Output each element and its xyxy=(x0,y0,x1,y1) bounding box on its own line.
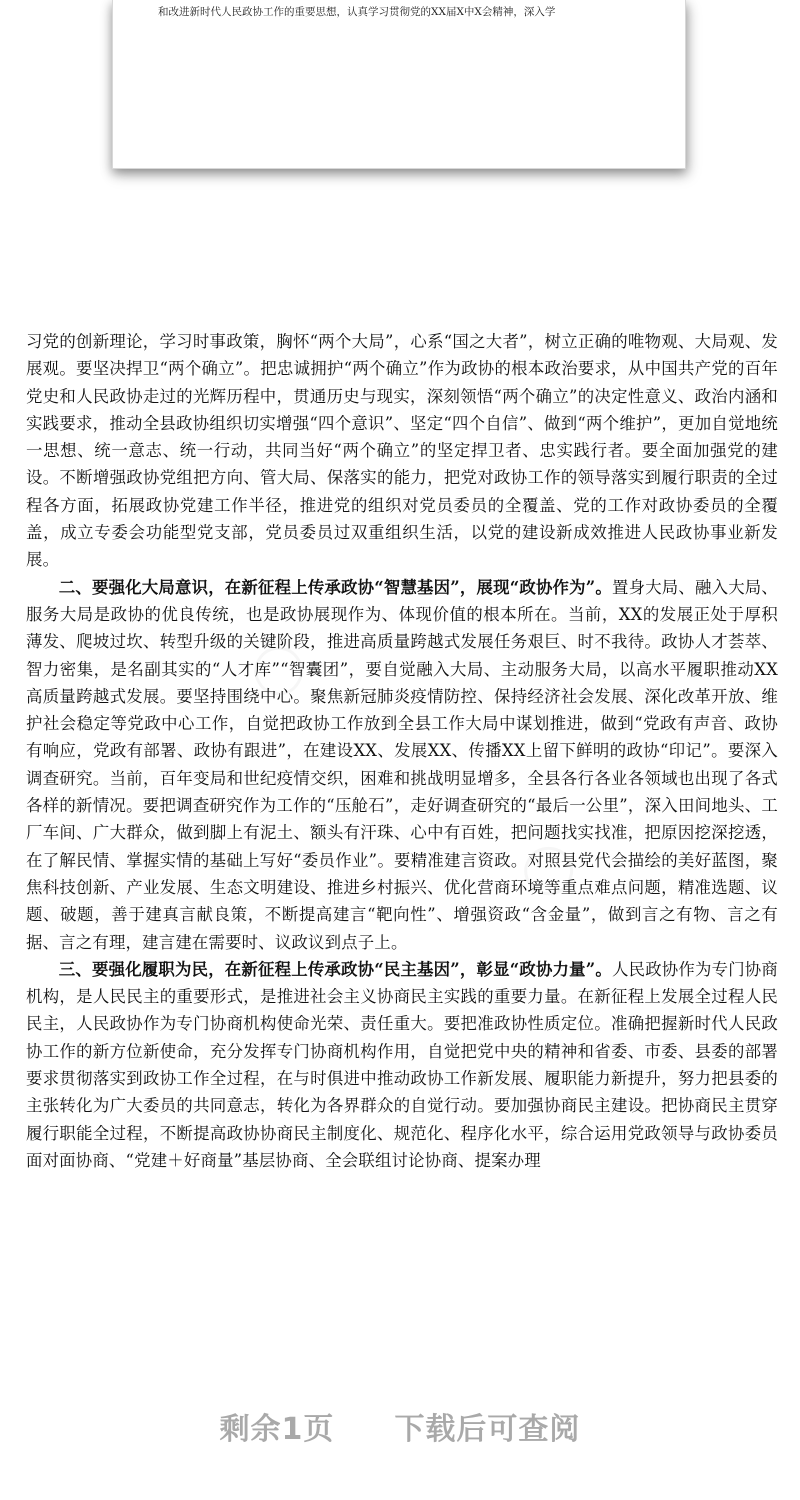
paragraph-2 xyxy=(26,574,778,956)
download-to-read-link[interactable]: 下载后可查阅 xyxy=(394,1412,581,1447)
document-body xyxy=(26,328,778,1174)
preview-text-line: 和改进新时代人民政协工作的重要思想，认真学习贯彻党的XX届X中X会精神，深入学 xyxy=(158,6,556,18)
paragraph-1: 习党的创新理论，学习时事政策，胸怀“两个大局”，心系“国之大者”，树立正确的唯物观、大局观、发展观。要坚决捍卫“两个确立”。把忠诚拥护“两个确立”作为政协的根本政治要求，从中国共产党的百年党史和人民政协走过的光辉历程中，贯通历史与现实，深刻领悟“两个确立”的决定性意义、政治内涵和实践要求，推动全县政协组织切实增强“四个意识”、坚定“四个自信”、做到“两个维护”，更加自觉地统一思想、统一意志、统一行动，共同当好“两个确立”的坚定捍卫者、忠实践行者。要全面加强党的建设。不断增强政协党组把方向、管大局、保落实的能力，把党对政协工作的领导落实到履行职责的全过程各方面，拓展政协党建工作半径，推进党的组织对党员委员的全覆盖、党的工作对政协委员的全覆盖，成立专委会功能型党支部，党员委员过双重组织生活，以党的建设新成效推进人民政协事业新发展。 xyxy=(26,332,778,570)
paragraph-3-text: 人民政协作为专门协商机构，是人民民主的重要形式，是推进社会主义协商民主实践的重要力量。在新征程上发展全过程人民民主，人民政协作为专门协商机构使命光荣、责任重大。要把准政协性质定位。准确把握新时代人民政协工作的新方位新使命，充分发挥专门协商机构作用，自觉把党中央的精神和省委、市委、县委的部署要求贯彻落实到政协工作全过程，在与时俱进中推动政协工作新发展、履职能力新提升，努力把县委的主张转化为广大委员的共同意志，转化为各界群众的自觉行动。要加强协商民主建设。把协商民主贯穿履行职能全过程，不断提高政协协商民主制度化、规范化、程序化水平，综合运用党政领导与政协委员面对面协商、“党建＋好商量”基层协商、全会联组讨论协商、提案办理 xyxy=(26,959,779,1170)
section-heading-2: 二、要强化大局意识，在新征程上传承政协“智慧基因”，展现“政协作为”。 xyxy=(58,577,612,597)
paragraph-2-text: 置身大局、融入大局、服务大局是政协的优良传统，也是政协展现作为、体现价值的根本所在。当前，XX的发展正处于厚积薄发、爬坡过坎、转型升级的关键阶段，推进高质量跨越式发展任务艰巨、时不我待。政协人才荟萃、智力密集，是名副其实的“人才库”“智囊团”，要自觉融入大局、主动服务大局，以高水平履职推动XX高质量跨越式发展。要坚持围绕中心。聚焦新冠肺炎疫情防控、保持经济社会发展、深化改革开放、维护社会稳定等党政中心工作，自觉把政协工作放到全县工作大局中谋划推进，做到“党政有声音、政协有响应，党政有部署、政协有跟进”，在建设XX、发展XX、传播XX上留下鲜明的政协“印记”。要深入调查研究。当前，百年变局和世纪疫情交织，困难和挑战明显增多，全县各行各业各领域也出现了各式各样的新情况。要把调查研究作为工作的“压舱石”，走好调查研究的“最后一公里”，深入田间地头、工厂车间、广大群众，做到脚上有泥土、额头有汗珠、心中有百姓，把问题找实找准，把原因挖深挖透，在了解民情、掌握实情的基础上写好“委员作业”。要精准建言资政。对照县党代会描绘的美好蓝图，聚焦科技创新、产业发展、生态文明建设、推进乡村振兴、优化营商环境等重点难点问题，精准选题、议题、破题，善于建真言献良策，不断提高建言“靶向性”、增强资政“含金量”，做到言之有物、言之有据、言之有理，建言建在需要时、议政议到点子上。 xyxy=(26,577,779,952)
remaining-pages-label[interactable]: 剩余1页 xyxy=(219,1412,335,1447)
paragraph-3 xyxy=(26,956,778,1174)
section-heading-3: 三、要强化履职为民，在新征程上传承政协“民主基因”，彰显“政协力量”。 xyxy=(58,959,612,979)
download-prompt xyxy=(0,1386,800,1466)
previous-page-preview xyxy=(112,0,686,169)
